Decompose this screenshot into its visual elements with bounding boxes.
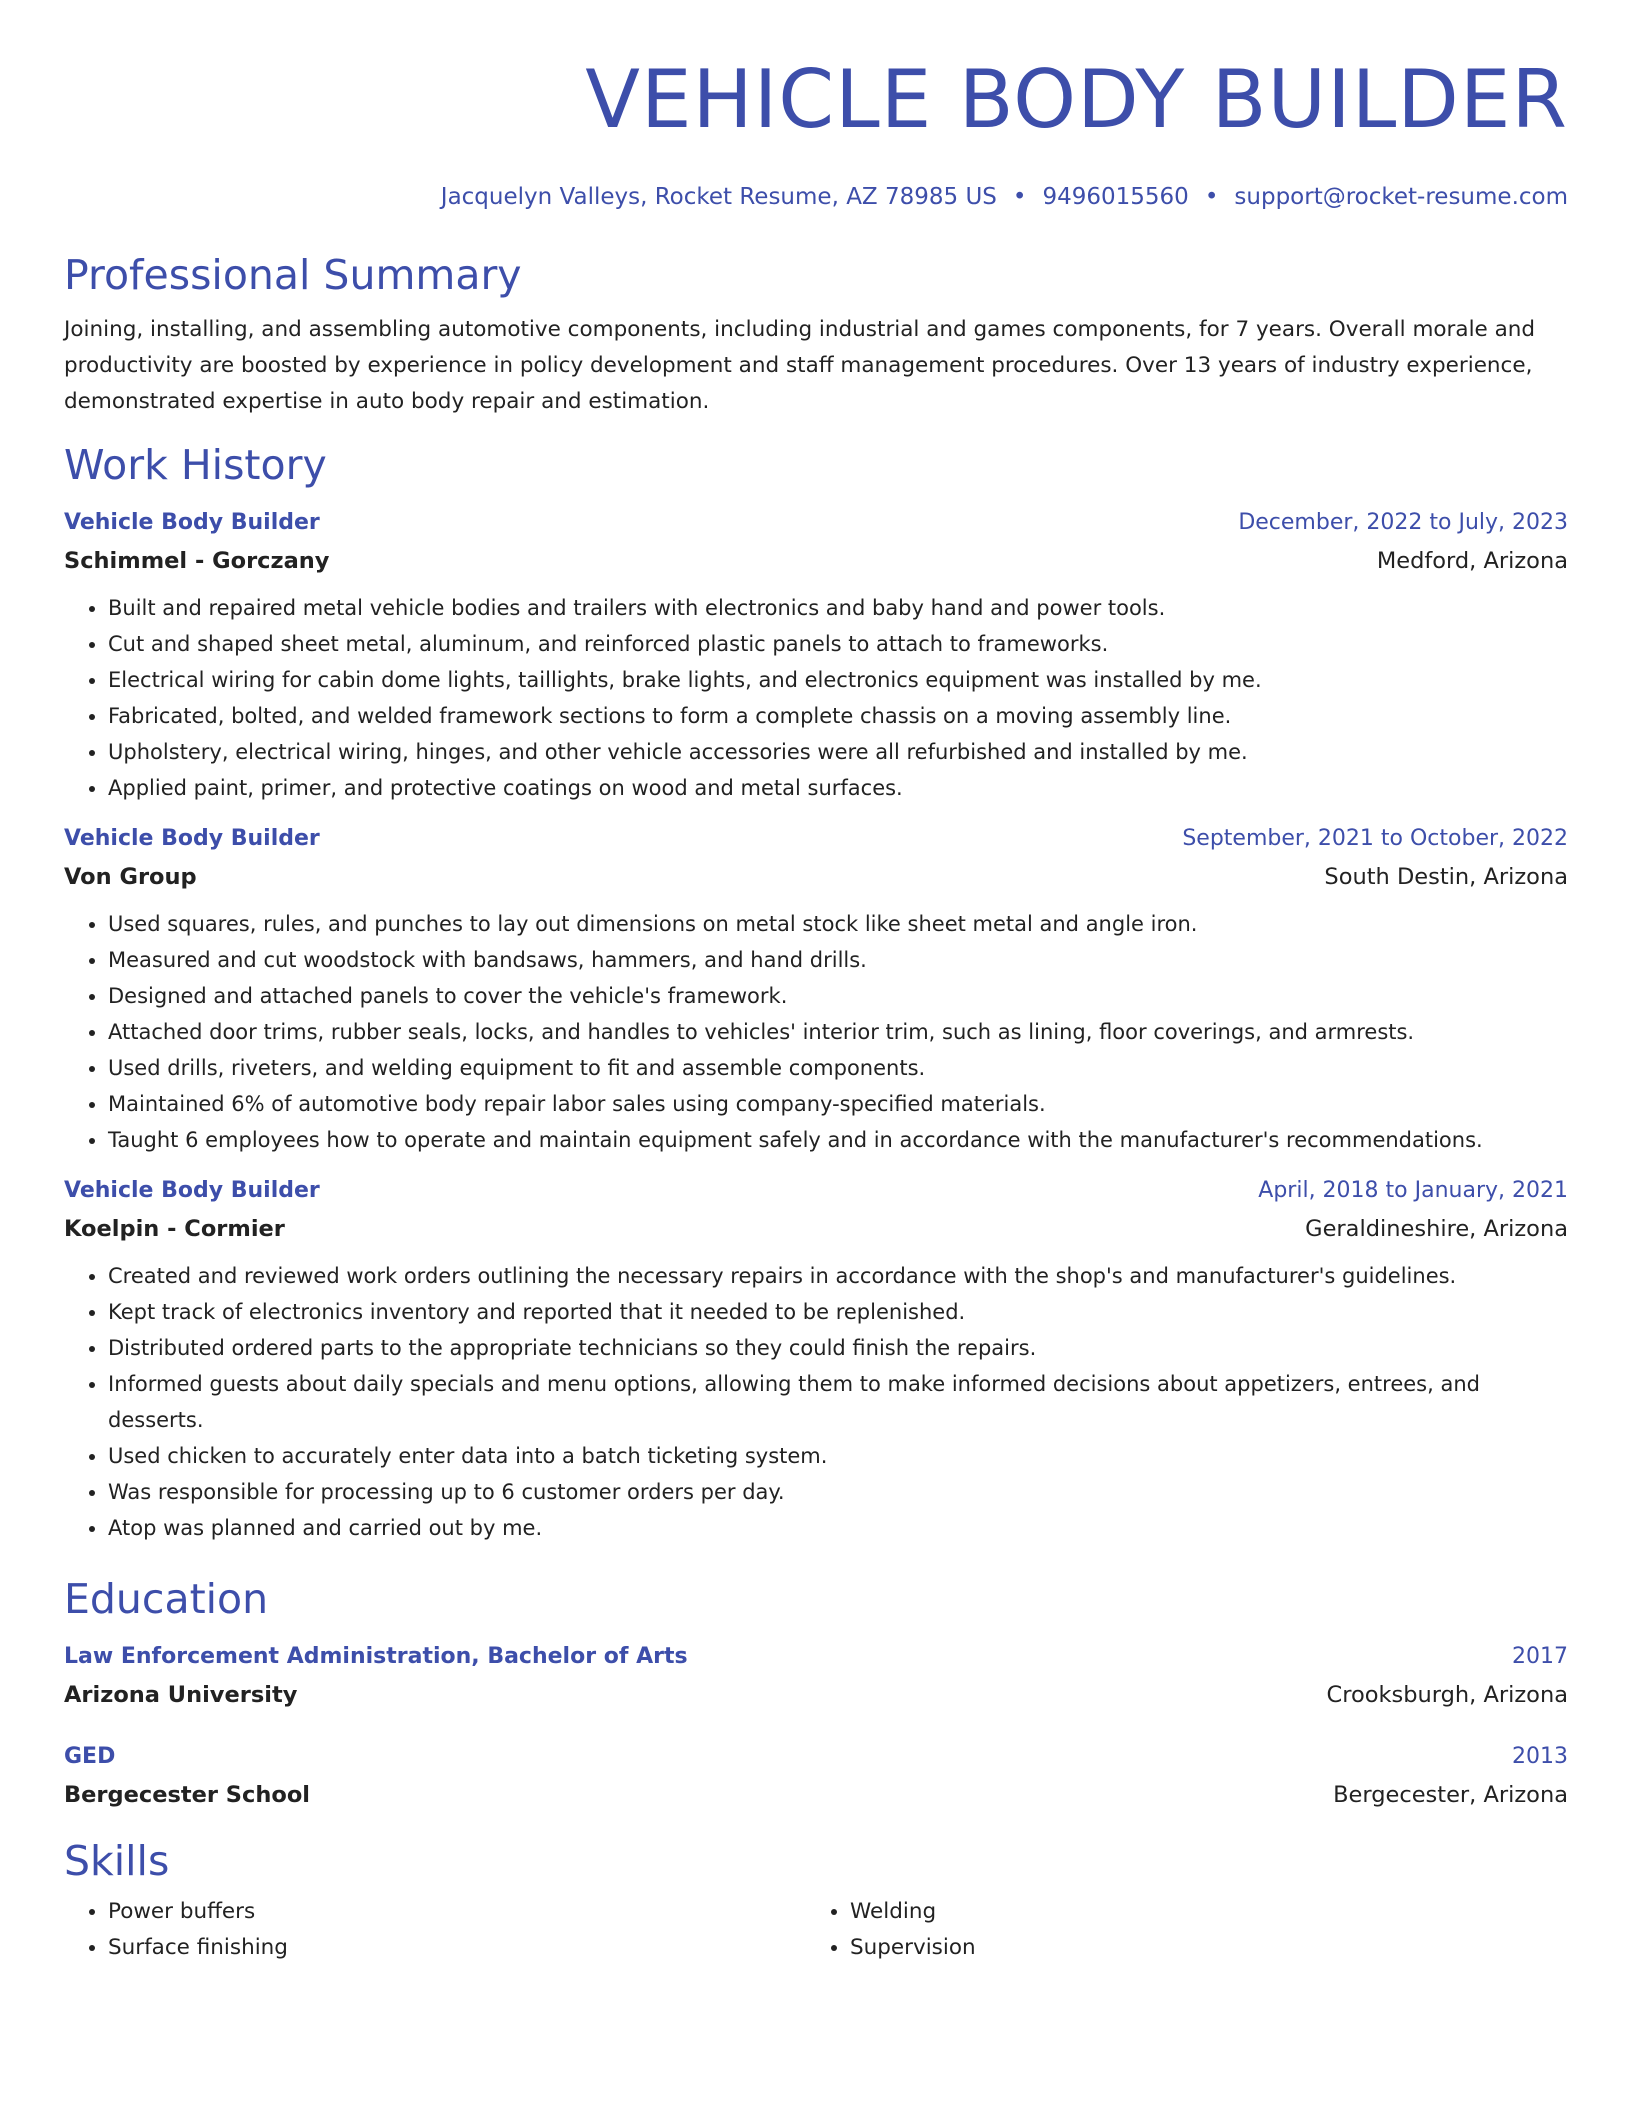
job-entry bbox=[64, 1172, 1568, 1546]
list-item: • Kept track of electronics inventory and reported that it needed to be replenished. bbox=[108, 1294, 1568, 1330]
list-item: • Measured and cut woodstock with bandsaws, hammers, and hand drills. bbox=[108, 942, 1568, 978]
list-item: • Electrical wiring for cabin dome lights, taillights, brake lights, and electronics equipment was installed by me. bbox=[108, 662, 1568, 698]
job-location: Geraldineshire, Arizona bbox=[1305, 1216, 1568, 1242]
list-item: • Used drills, riveters, and welding equipment to fit and assemble components. bbox=[108, 1050, 1568, 1086]
job-entry bbox=[64, 820, 1568, 1158]
section-title-summary: Professional Summary bbox=[64, 251, 522, 299]
list-item: • Was responsible for processing up to 6 customer orders per day. bbox=[108, 1474, 1568, 1510]
job-dates: September, 2021 to October, 2022 bbox=[1182, 826, 1568, 851]
job-location: Medford, Arizona bbox=[1376, 548, 1568, 574]
contact-phone: 9496015560 bbox=[1042, 184, 1189, 210]
separator-dot: • bbox=[1012, 184, 1027, 210]
skill-item: • Surface finishing bbox=[108, 1930, 806, 1966]
education-location: Bergecester, Arizona bbox=[1333, 1782, 1568, 1808]
list-item: • Informed guests about daily specials and menu options, allowing them to make informed decisions about appetizers, entrees, and desserts. bbox=[108, 1366, 1568, 1438]
skills-column-left bbox=[64, 1894, 806, 1966]
education-entry bbox=[64, 1638, 1568, 1714]
job-bullets bbox=[64, 590, 1568, 806]
job-company: Von Group bbox=[64, 864, 197, 890]
list-item: • Used squares, rules, and punches to lay out dimensions on metal stock like sheet metal and angle iron. bbox=[108, 906, 1568, 942]
skills-list bbox=[64, 1894, 1568, 1966]
list-item: • Distributed ordered parts to the appropriate technicians so they could finish the repairs. bbox=[108, 1330, 1568, 1366]
list-item: • Maintained 6% of automotive body repair labor sales using company-specified materials. bbox=[108, 1086, 1568, 1122]
job-title: Vehicle Body Builder bbox=[64, 826, 320, 851]
job-bullets bbox=[64, 1258, 1568, 1546]
job-title: Vehicle Body Builder bbox=[64, 510, 320, 535]
education-school: Arizona University bbox=[64, 1682, 298, 1708]
list-item: • Upholstery, electrical wiring, hinges, and other vehicle accessories were all refurbished and installed by me. bbox=[108, 734, 1568, 770]
resume-page bbox=[64, 50, 1568, 1966]
list-item: • Used chicken to accurately enter data into a batch ticketing system. bbox=[108, 1438, 1568, 1474]
education-degree: GED bbox=[64, 1744, 116, 1769]
contact-email[interactable]: support@rocket-resume.com bbox=[1234, 184, 1568, 210]
list-item: • Cut and shaped sheet metal, aluminum, and reinforced plastic panels to attach to frameworks. bbox=[108, 626, 1568, 662]
job-location: South Destin, Arizona bbox=[1324, 864, 1568, 890]
list-item: • Designed and attached panels to cover the vehicle's framework. bbox=[108, 978, 1568, 1014]
job-bullets bbox=[64, 906, 1568, 1158]
list-item: • Applied paint, primer, and protective coatings on wood and metal surfaces. bbox=[108, 770, 1568, 806]
section-title-work: Work History bbox=[64, 441, 327, 489]
skill-item: • Supervision bbox=[850, 1930, 1548, 1966]
list-item: • Built and repaired metal vehicle bodies and trailers with electronics and baby hand and power tools. bbox=[108, 590, 1568, 626]
education-location: Crooksburgh, Arizona bbox=[1326, 1682, 1568, 1708]
list-item: • Atop was planned and carried out by me. bbox=[108, 1510, 1568, 1546]
list-item: • Taught 6 employees how to operate and maintain equipment safely and in accordance with the manufacturer's recommendations. bbox=[108, 1122, 1568, 1158]
education-entry bbox=[64, 1738, 1568, 1814]
separator-dot: • bbox=[1204, 184, 1219, 210]
section-title-education: Education bbox=[64, 1575, 269, 1623]
education-degree: Law Enforcement Administration, Bachelor of Arts bbox=[64, 1644, 688, 1669]
education-year: 2017 bbox=[1512, 1644, 1568, 1669]
skill-item: • Welding bbox=[850, 1894, 1548, 1930]
skills-column-right bbox=[806, 1894, 1548, 1966]
contact-line bbox=[64, 182, 1568, 212]
education-school: Bergecester School bbox=[64, 1782, 310, 1808]
job-company: Koelpin - Cormier bbox=[64, 1216, 285, 1242]
list-item: • Created and reviewed work orders outlining the necessary repairs in accordance with the shop's and manufacturer's guidelines. bbox=[108, 1258, 1568, 1294]
job-company: Schimmel - Gorczany bbox=[64, 548, 330, 574]
list-item: • Attached door trims, rubber seals, locks, and handles to vehicles' interior trim, such as lining, floor coverings, and armrests. bbox=[108, 1014, 1568, 1050]
job-dates: April, 2018 to January, 2021 bbox=[1258, 1178, 1568, 1203]
job-dates: December, 2022 to July, 2023 bbox=[1238, 510, 1568, 535]
list-item: • Fabricated, bolted, and welded framework sections to form a complete chassis on a moving assembly line. bbox=[108, 698, 1568, 734]
skill-item: • Power buffers bbox=[108, 1894, 806, 1930]
resume-name: VEHICLE BODY BUILDER bbox=[585, 53, 1568, 146]
education-year: 2013 bbox=[1512, 1744, 1568, 1769]
section-title-skills: Skills bbox=[64, 1837, 170, 1885]
job-title: Vehicle Body Builder bbox=[64, 1178, 320, 1203]
contact-address: Jacquelyn Valleys, Rocket Resume, AZ 78985 US bbox=[440, 184, 997, 210]
summary-text: Joining, installing, and assembling automotive components, including industrial and games components, for 7 years. Overall morale and productivity are boosted by experience in policy development and staff management procedures. Over 13 years of industry experience, demonstrated expertise in auto body repair and estimation. bbox=[64, 317, 1536, 414]
job-entry bbox=[64, 504, 1568, 806]
